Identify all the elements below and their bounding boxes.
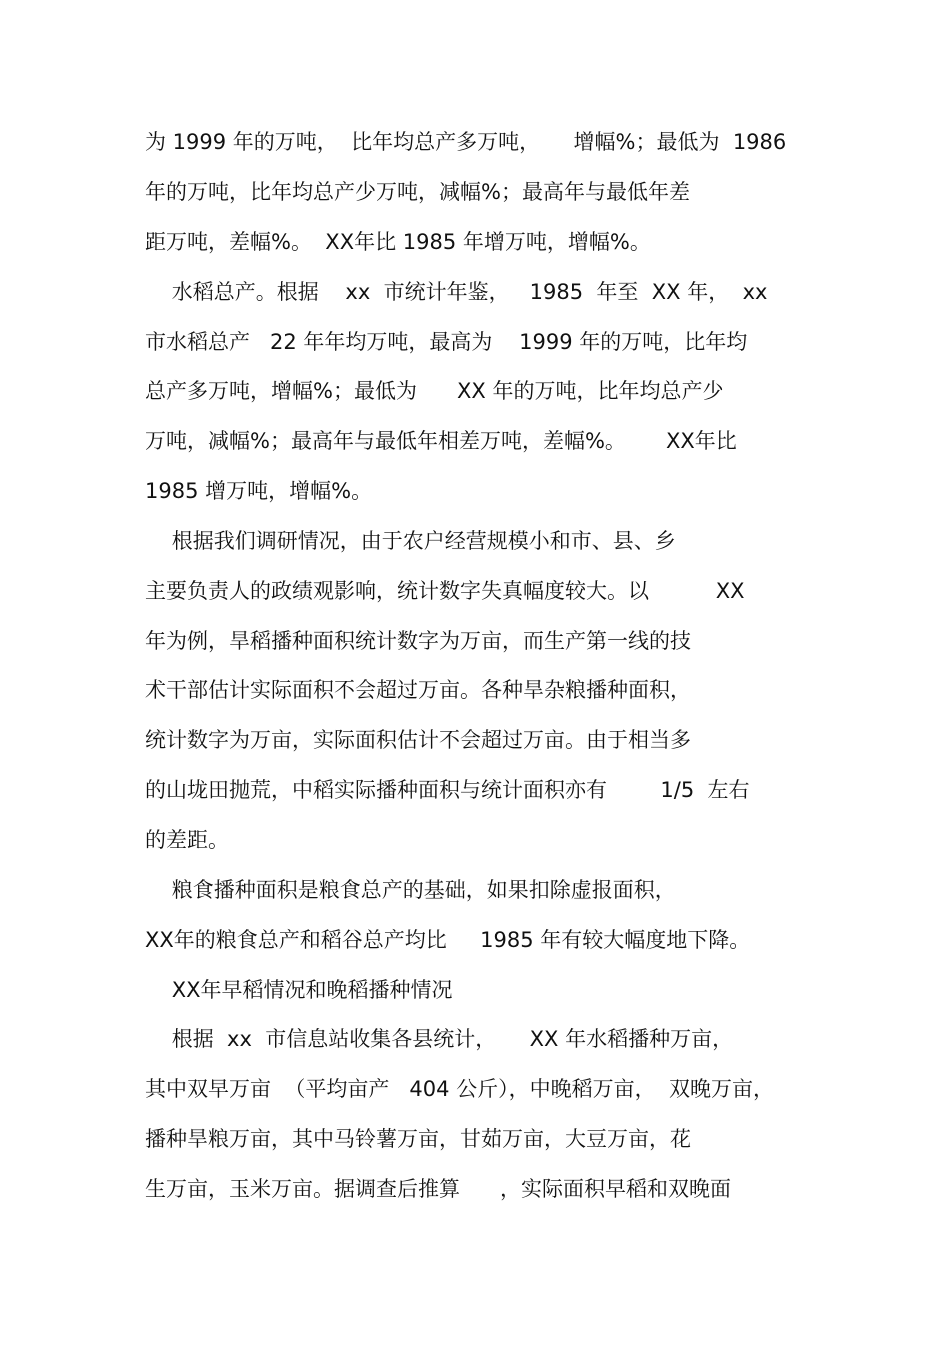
text-line-8: 1985 增万吨，增幅%。 — [145, 479, 373, 503]
text-line-5: 市水稻总产 22 年年均万吨，最高为 1999 年的万吨，比年均 — [145, 330, 748, 354]
text-line-7: 万吨，减幅%；最高年与最低年相差万吨，差幅%。 XX年比 — [145, 429, 737, 453]
text-line-1: 为 1999 年的万吨， 比年均总产多万吨， 增幅%；最低为 1986 — [145, 130, 787, 154]
text-line-10: 主要负责人的政绩观影响，统计数字失真幅度较大。以 XX — [145, 579, 745, 603]
text-line-17: XX年的粮食总产和稻谷总产均比 1985 年有较大幅度地下降。 — [145, 928, 751, 952]
text-line-11: 年为例，旱稻播种面积统计数字为万亩，而生产第一线的技 — [145, 629, 691, 653]
text-line-3: 距万吨，差幅%。 XX年比 1985 年增万吨，增幅%。 — [145, 230, 651, 254]
text-line-13: 统计数字为万亩，实际面积估计不会超过万亩。由于相当多 — [145, 728, 691, 752]
text-line-6: 总产多万吨，增幅%；最低为 XX 年的万吨，比年均总产少 — [145, 379, 724, 403]
text-line-19: 根据 xx 市信息站收集各县统计， XX 年水稻播种万亩， — [145, 1027, 734, 1051]
text-line-14: 的山垅田抛荒，中稻实际播种面积与统计面积亦有 1/5 左右 — [145, 778, 750, 802]
text-line-4: 水稻总产。根据 xx 市统计年鉴， 1985 年至 XX 年， xx — [145, 280, 768, 304]
text-line-18: XX年早稻情况和晚稻播种情况 — [145, 978, 453, 1002]
text-line-15: 的差距。 — [145, 828, 229, 852]
text-line-20: 其中双早万亩 （平均亩产 404 公斤），中晚稻万亩， 双晚万亩， — [145, 1077, 774, 1101]
text-line-22: 生万亩，玉米万亩。据调查后推算 ，实际面积早稻和双晚面 — [145, 1177, 732, 1201]
text-line-12: 术干部估计实际面积不会超过万亩。各种旱杂粮播种面积， — [145, 678, 691, 702]
text-line-2: 年的万吨，比年均总产少万吨，减幅%；最高年与最低年差 — [145, 180, 690, 204]
text-line-16: 粮食播种面积是粮食总产的基础，如果扣除虚报面积， — [145, 878, 676, 902]
text-line-21: 播种旱粮万亩，其中马铃薯万亩，甘茹万亩，大豆万亩，花 — [145, 1127, 691, 1151]
text-line-9: 根据我们调研情况，由于农户经营规模小和市、县、乡 — [145, 529, 676, 553]
